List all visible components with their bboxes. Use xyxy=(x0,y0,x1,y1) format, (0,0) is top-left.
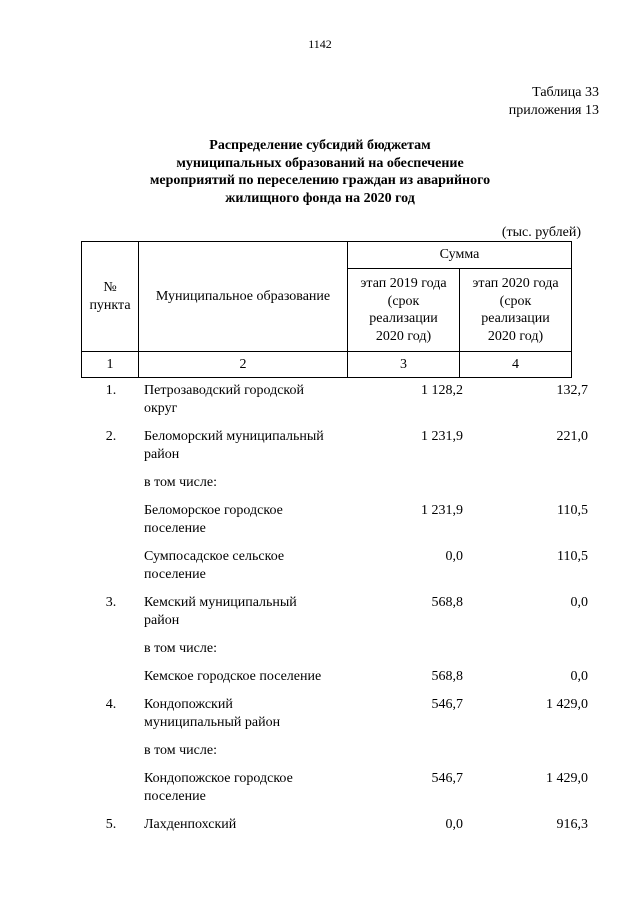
table-row xyxy=(81,474,600,502)
row-name xyxy=(139,428,352,474)
row-value-stage-2020: 221,0 xyxy=(556,429,588,444)
row-name-line: в том числе: xyxy=(144,743,217,758)
row-name-line: Кондопожский xyxy=(144,697,233,712)
stage-2020-line: этап 2020 года xyxy=(472,276,559,291)
row-name xyxy=(139,382,352,428)
row-name-line: Кемский муниципальный xyxy=(144,595,297,610)
row-name xyxy=(139,474,352,502)
row-value-stage-2020: 110,5 xyxy=(557,549,588,564)
row-name-line: Кемское городское поселение xyxy=(144,669,322,684)
row-value-stage-2019: 1 231,9 xyxy=(421,503,463,518)
row-value-stage-2019: 0,0 xyxy=(445,549,463,564)
row-name xyxy=(139,502,352,548)
header-name-cell: Муниципальное образование xyxy=(139,242,348,352)
row-name xyxy=(139,816,352,844)
row-name-line: поселение xyxy=(144,521,206,536)
stage-2019-line: реализации xyxy=(369,311,438,326)
row-name-line: район xyxy=(144,613,180,628)
row-name xyxy=(139,742,352,770)
title-line-4: жилищного фонда на 2020 год xyxy=(225,190,415,206)
row-value-stage-2020 xyxy=(477,640,600,668)
row-value-stage-2019: 0,0 xyxy=(445,817,463,832)
stage-2019-line: этап 2019 года xyxy=(360,276,447,291)
document-title xyxy=(0,137,640,207)
row-number: 5. xyxy=(105,817,117,832)
table-header xyxy=(81,241,572,378)
stage-2020-line: (срок xyxy=(499,293,532,309)
row-name xyxy=(139,640,352,668)
row-value-stage-2020: 1 429,0 xyxy=(546,697,588,712)
stage-2020-line: 2020 год) xyxy=(487,328,544,344)
row-name xyxy=(139,548,352,594)
row-name xyxy=(139,696,352,742)
row-name-line: Беломорский муниципальный xyxy=(144,429,324,444)
table-row xyxy=(81,816,600,844)
row-number xyxy=(81,502,139,548)
column-number-2: 2 xyxy=(139,352,348,378)
row-value-stage-2019: 568,8 xyxy=(431,669,463,684)
row-name-line: муниципальный район xyxy=(144,715,281,730)
row-number xyxy=(81,742,139,770)
row-value-stage-2020 xyxy=(477,474,600,502)
row-number xyxy=(81,548,139,594)
row-value-stage-2020: 0,0 xyxy=(570,595,588,610)
title-line-3: мероприятий по переселению граждан из аварийного xyxy=(149,173,491,188)
row-name xyxy=(139,770,352,816)
row-name-line: район xyxy=(144,447,180,462)
row-name-line: Сумпосадское сельское xyxy=(144,549,285,564)
row-value-stage-2019: 546,7 xyxy=(431,771,463,786)
header-num-symbol: № xyxy=(103,280,117,295)
row-name-line: Лахденпохский xyxy=(144,817,237,832)
row-value-stage-2020: 916,3 xyxy=(556,817,588,832)
stage-2019-line: (срок xyxy=(387,293,420,309)
row-number: 4. xyxy=(105,697,117,712)
row-name-line: Беломорское городское xyxy=(144,503,283,518)
table-row xyxy=(81,382,600,428)
row-number xyxy=(81,668,139,696)
table-row xyxy=(81,548,600,594)
row-value-stage-2020 xyxy=(477,742,600,770)
header-stage-2020 xyxy=(460,269,572,352)
row-name-line: округ xyxy=(144,401,178,416)
row-value-stage-2019 xyxy=(352,474,477,502)
table-row xyxy=(81,428,600,474)
row-value-stage-2019: 568,8 xyxy=(431,595,463,610)
row-value-stage-2020: 0,0 xyxy=(570,669,588,684)
row-number: 3. xyxy=(105,595,117,610)
header-num-cell xyxy=(82,242,139,352)
row-number: 2. xyxy=(105,429,117,444)
table-row xyxy=(81,696,600,742)
column-number-3: 3 xyxy=(348,352,460,378)
title-line-2: муниципальных образований на обеспечение xyxy=(176,155,464,171)
row-number xyxy=(81,640,139,668)
row-value-stage-2020: 1 429,0 xyxy=(546,771,588,786)
table-row xyxy=(81,668,600,696)
table-row xyxy=(81,502,600,548)
page-number: 1142 xyxy=(308,37,332,51)
row-name-line: Петрозаводский городской xyxy=(144,383,305,398)
row-name-line: в том числе: xyxy=(144,475,217,490)
table-reference xyxy=(509,84,599,120)
row-value-stage-2019 xyxy=(352,640,477,668)
row-value-stage-2020: 132,7 xyxy=(556,383,588,398)
header-stage-2019 xyxy=(348,269,460,352)
column-number-1: 1 xyxy=(82,352,139,378)
table-row xyxy=(81,742,600,770)
row-name-line: в том числе: xyxy=(144,641,217,656)
table-row xyxy=(81,594,600,640)
row-value-stage-2019: 546,7 xyxy=(431,697,463,712)
table-reference-line-1: Таблица 33 xyxy=(532,85,599,100)
table-reference-line-2: приложения 13 xyxy=(508,103,599,118)
row-name xyxy=(139,594,352,640)
row-name-line: поселение xyxy=(144,789,206,804)
title-line-1: Распределение субсидий бюджетам xyxy=(209,138,431,153)
row-number xyxy=(81,770,139,816)
row-number xyxy=(81,474,139,502)
header-sum-cell: Сумма xyxy=(348,242,572,269)
row-value-stage-2019: 1 231,9 xyxy=(421,429,463,444)
units-note: (тыс. рублей) xyxy=(501,225,581,240)
table-row xyxy=(81,770,600,816)
row-value-stage-2019 xyxy=(352,742,477,770)
row-value-stage-2019: 1 128,2 xyxy=(421,383,463,398)
row-number: 1. xyxy=(105,383,117,398)
table-body xyxy=(81,382,600,844)
table-row xyxy=(81,640,600,668)
row-name-line: Кондопожское городское xyxy=(144,771,293,786)
stage-2020-line: реализации xyxy=(481,311,550,326)
header-num-label: пункта xyxy=(89,297,131,313)
row-name-line: поселение xyxy=(144,567,206,582)
column-number-4: 4 xyxy=(460,352,572,378)
row-name xyxy=(139,668,352,696)
stage-2019-line: 2020 год) xyxy=(375,328,432,344)
row-value-stage-2020: 110,5 xyxy=(557,503,588,518)
